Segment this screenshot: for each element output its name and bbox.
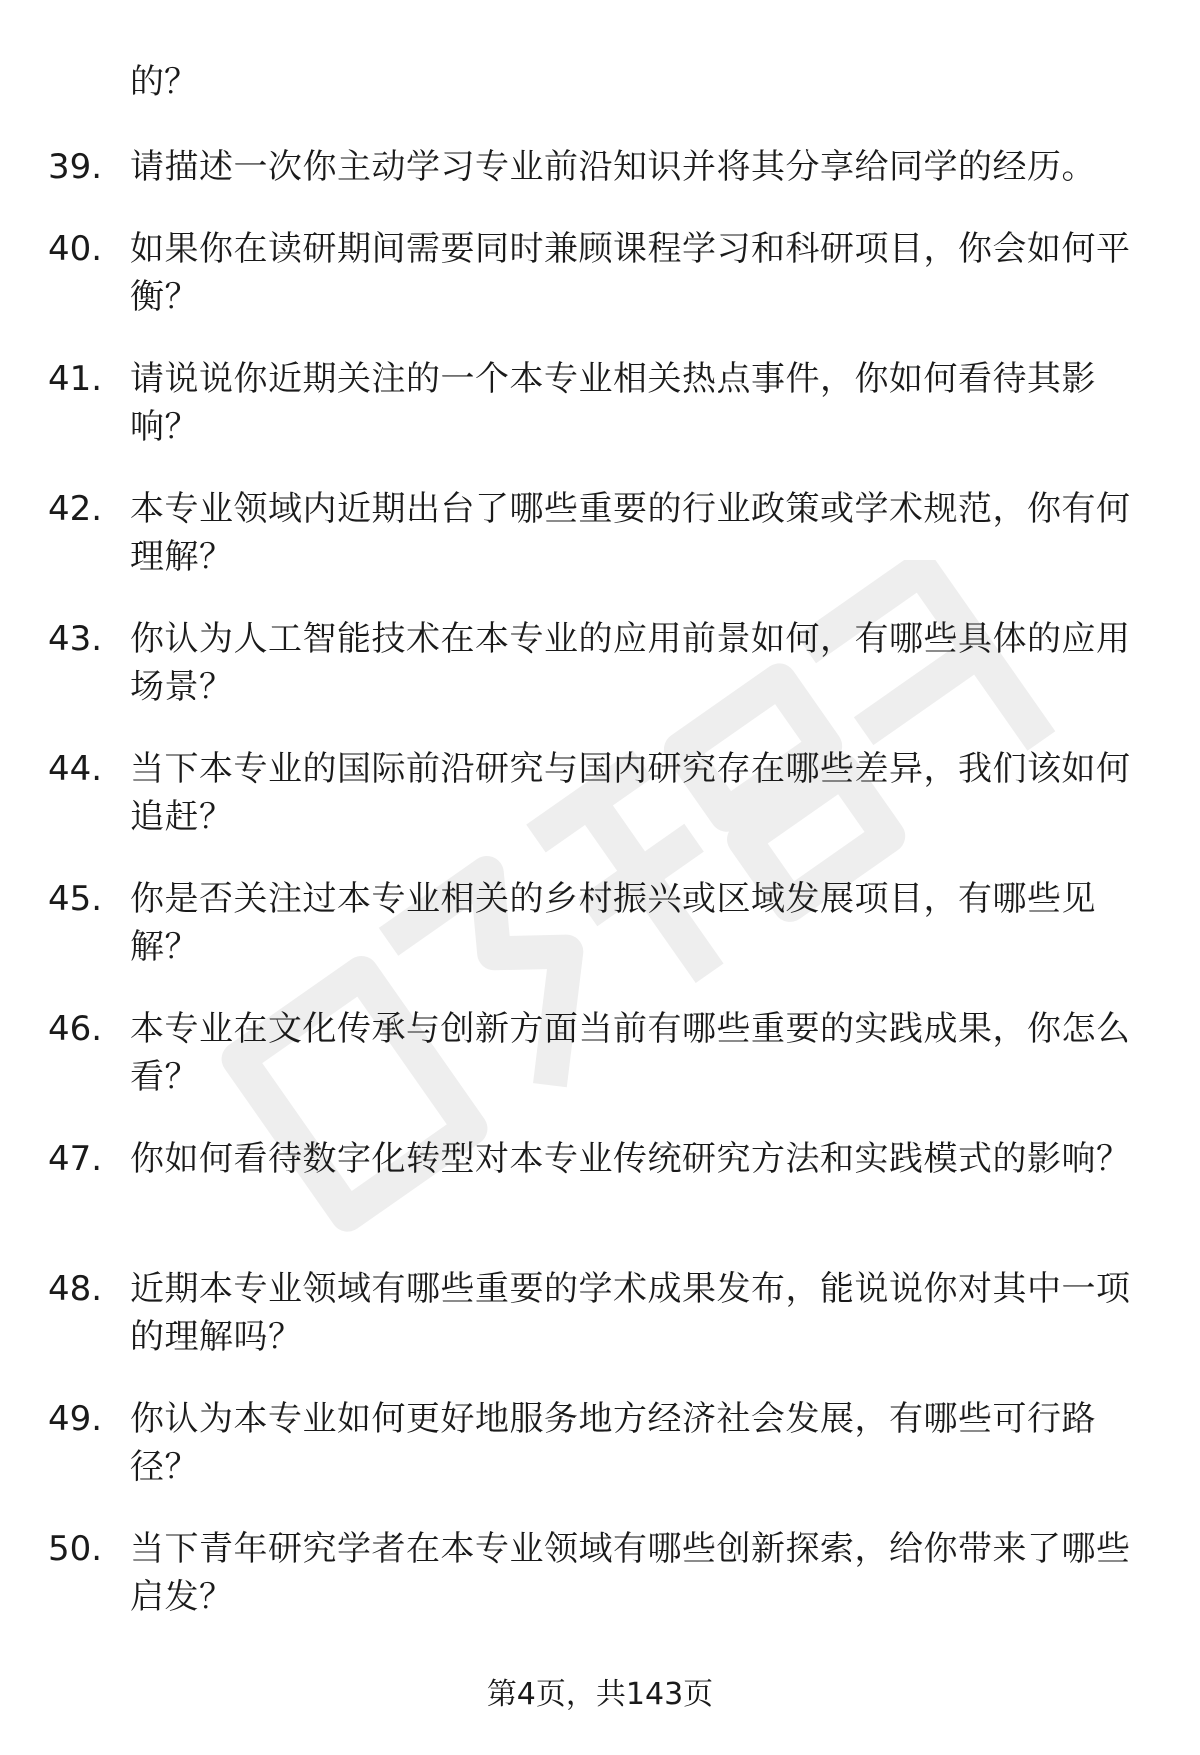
question-list	[0, 143, 1200, 1655]
list-item	[0, 1265, 1200, 1361]
question-number: 47.	[48, 1139, 103, 1179]
question-number: 50.	[48, 1529, 103, 1569]
question-text: 本专业在文化传承与创新方面当前有哪些重要的实践成果，你怎么看？	[130, 1009, 1131, 1097]
question-number: 48.	[48, 1269, 103, 1309]
question-text: 请说说你近期关注的一个本专业相关热点事件，你如何看待其影响？	[130, 359, 1096, 447]
question-text: 你认为人工智能技术在本专业的应用前景如何，有哪些具体的应用场景？	[130, 619, 1131, 707]
question-number: 44.	[48, 749, 103, 789]
question-text: 本专业领域内近期出台了哪些重要的行业政策或学术规范，你有何理解？	[130, 489, 1131, 577]
question-text: 当下本专业的国际前沿研究与国内研究存在哪些差异，我们该如何追赶？	[130, 749, 1131, 837]
list-item	[0, 615, 1200, 711]
question-number: 41.	[48, 359, 103, 399]
question-text: 你是否关注过本专业相关的乡村振兴或区域发展项目，有哪些见解？	[130, 879, 1096, 967]
page-footer: 第4页，共143页	[486, 1677, 714, 1712]
list-item	[0, 1135, 1200, 1231]
list-item	[0, 355, 1200, 451]
list-item	[0, 875, 1200, 971]
question-text: 你如何看待数字化转型对本专业传统研究方法和实践模式的影响？	[130, 1139, 1131, 1179]
question-number: 45.	[48, 879, 103, 919]
continuation-text: 的？	[130, 62, 198, 102]
list-item	[0, 143, 1200, 191]
question-text: 请描述一次你主动学习专业前沿知识并将其分享给同学的经历。	[130, 147, 1096, 187]
list-item	[0, 485, 1200, 581]
list-item	[0, 1525, 1200, 1621]
question-number: 46.	[48, 1009, 103, 1049]
list-item	[0, 745, 1200, 841]
list-item	[0, 225, 1200, 321]
question-number: 40.	[48, 229, 103, 269]
question-text: 当下青年研究学者在本专业领域有哪些创新探索，给你带来了哪些启发？	[130, 1529, 1131, 1617]
question-text: 近期本专业领域有哪些重要的学术成果发布，能说说你对其中一项的理解吗？	[130, 1269, 1131, 1357]
list-item	[0, 1395, 1200, 1491]
question-number: 39.	[48, 147, 103, 187]
question-number: 42.	[48, 489, 103, 529]
question-text: 你认为本专业如何更好地服务地方经济社会发展，有哪些可行路径？	[130, 1399, 1096, 1487]
question-number: 49.	[48, 1399, 103, 1439]
question-number: 43.	[48, 619, 103, 659]
list-item	[0, 1005, 1200, 1101]
question-text: 如果你在读研期间需要同时兼顾课程学习和科研项目，你会如何平衡？	[130, 229, 1131, 317]
